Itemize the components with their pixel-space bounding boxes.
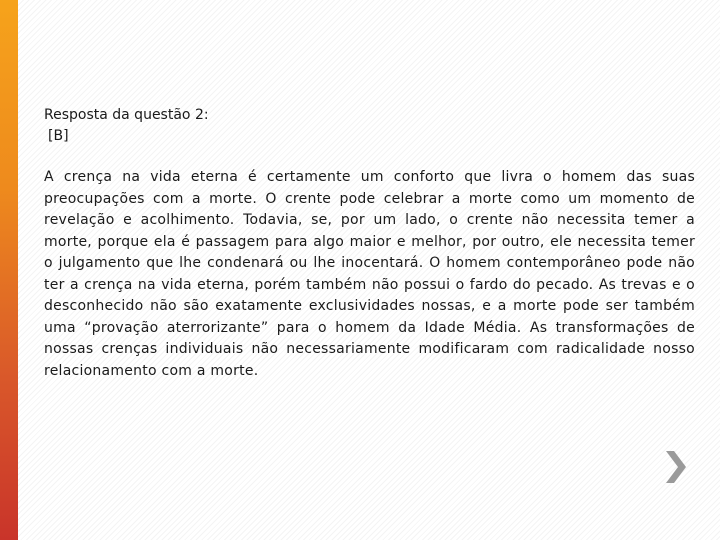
question-heading: Resposta da questão 2: <box>44 107 209 123</box>
next-slide-button[interactable] <box>664 449 688 485</box>
chevron-right-icon <box>664 449 688 485</box>
accent-sidebar-bar <box>0 0 18 540</box>
answer-label: [B] <box>48 128 69 144</box>
slide-content <box>44 106 695 382</box>
answer-explanation: A crença na vida eterna é certamente um conforto que livra o homem das suas preocupações com a morte. O crente pode celebrar a morte como um momento de revelação e acolhimento. Todavia, se, por um lado, o crente não necessita temer a morte, porque ela é passagem para algo maior e melhor, por outro, ele necessita temer o julgamento que lhe condenará ou lhe inocentará. O homem contemporâneo pode não ter a crença na vida eterna, porém também não possui o fardo do pecado. As trevas e o desconhecido não são exatamente exclusividades nossas, e a morte pode ser também uma “provação aterrorizante” para o homem da Idade Média. As transformações de nossas crenças individuais não necessariamente modificaram com radicalidade nosso relacionamento com a morte. <box>44 169 695 379</box>
